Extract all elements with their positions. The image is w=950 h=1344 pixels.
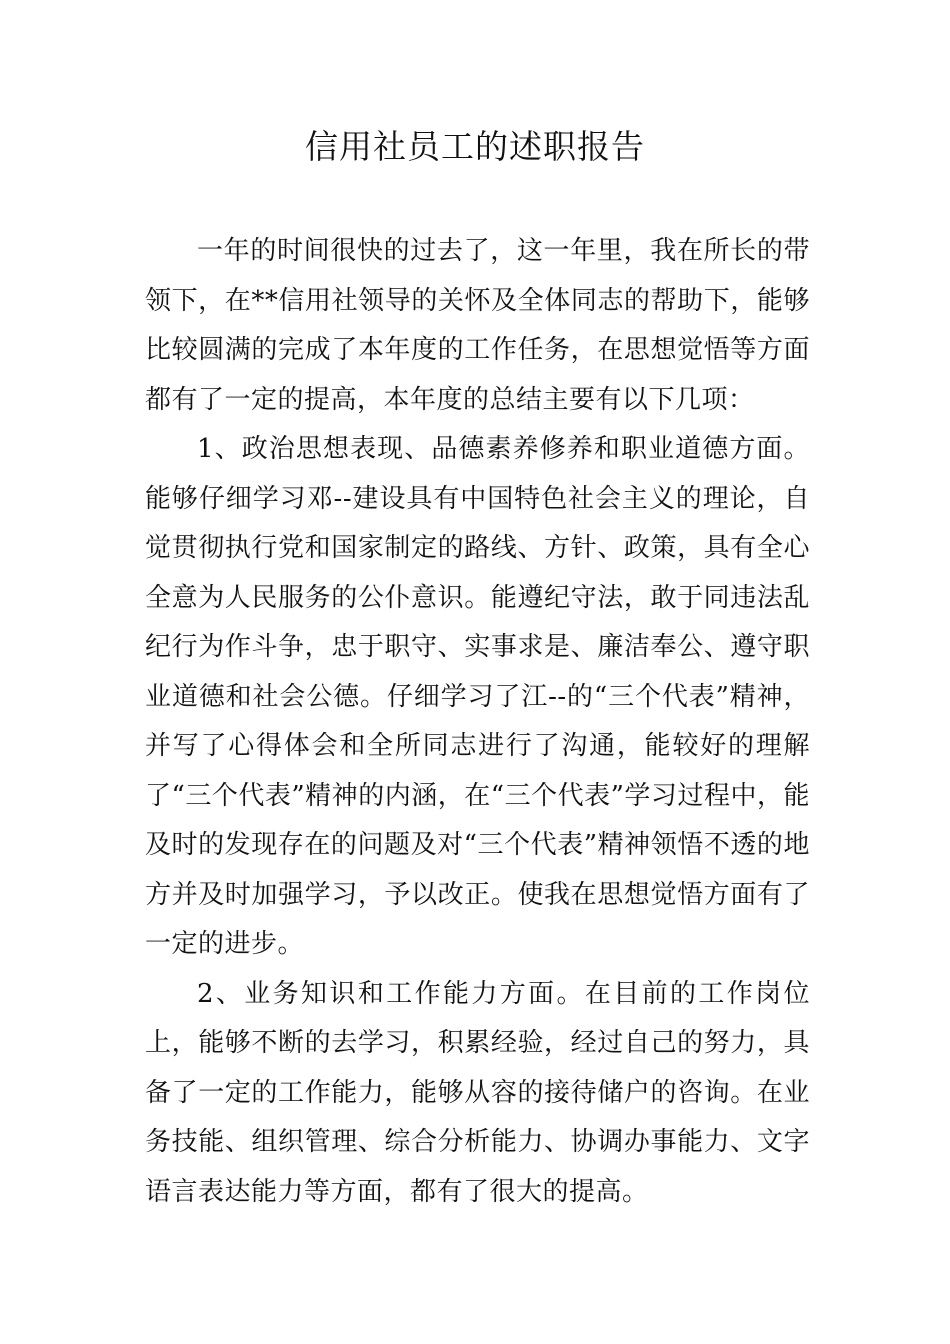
paragraph-business-skills: 2、业务知识和工作能力方面。在目前的工作岗位上，能够不断的去学习，积累经验，经过自己的努力，具备了一定的工作能力，能够从容的接待储户的咨询。在业务技能、组织管理、综合分析能力、协调办事能力、文字语言表达能力等方面，都有了很大的提高。: [145, 978, 810, 1207]
paragraph-political-ethics: 1、政治思想表现、品德素养修养和职业道德方面。能够仔细学习邓--建设具有中国特色社会主义的理论，自觉贯彻执行党和国家制定的路线、方针、政策，具有全心全意为人民服务的公仆意识。能遵纪守法，敢于同违法乱纪行为作斗争，忠于职守、实事求是、廉洁奉公、遵守职业道德和社会公德。仔细学习了江--的“三个代表”精神，并写了心得体会和全所同志进行了沟通，能较好的理解了“三个代表”精神的内涵，在“三个代表”学习过程中，能及时的发现存在的问题及对“三个代表”精神领悟不透的地方并及时加强学习，予以改正。使我在思想觉悟方面有了一定的进步。: [145, 434, 810, 959]
document-title: 信用社员工的述职报告: [305, 127, 645, 166]
document-body: [145, 227, 810, 1217]
paragraph-intro: 一年的时间很快的过去了，这一年里，我在所长的带领下，在**信用社领导的关怀及全体同志的帮助下，能够比较圆满的完成了本年度的工作任务，在思想觉悟等方面都有了一定的提高，本年度的总结主要有以下几项：: [145, 236, 810, 415]
